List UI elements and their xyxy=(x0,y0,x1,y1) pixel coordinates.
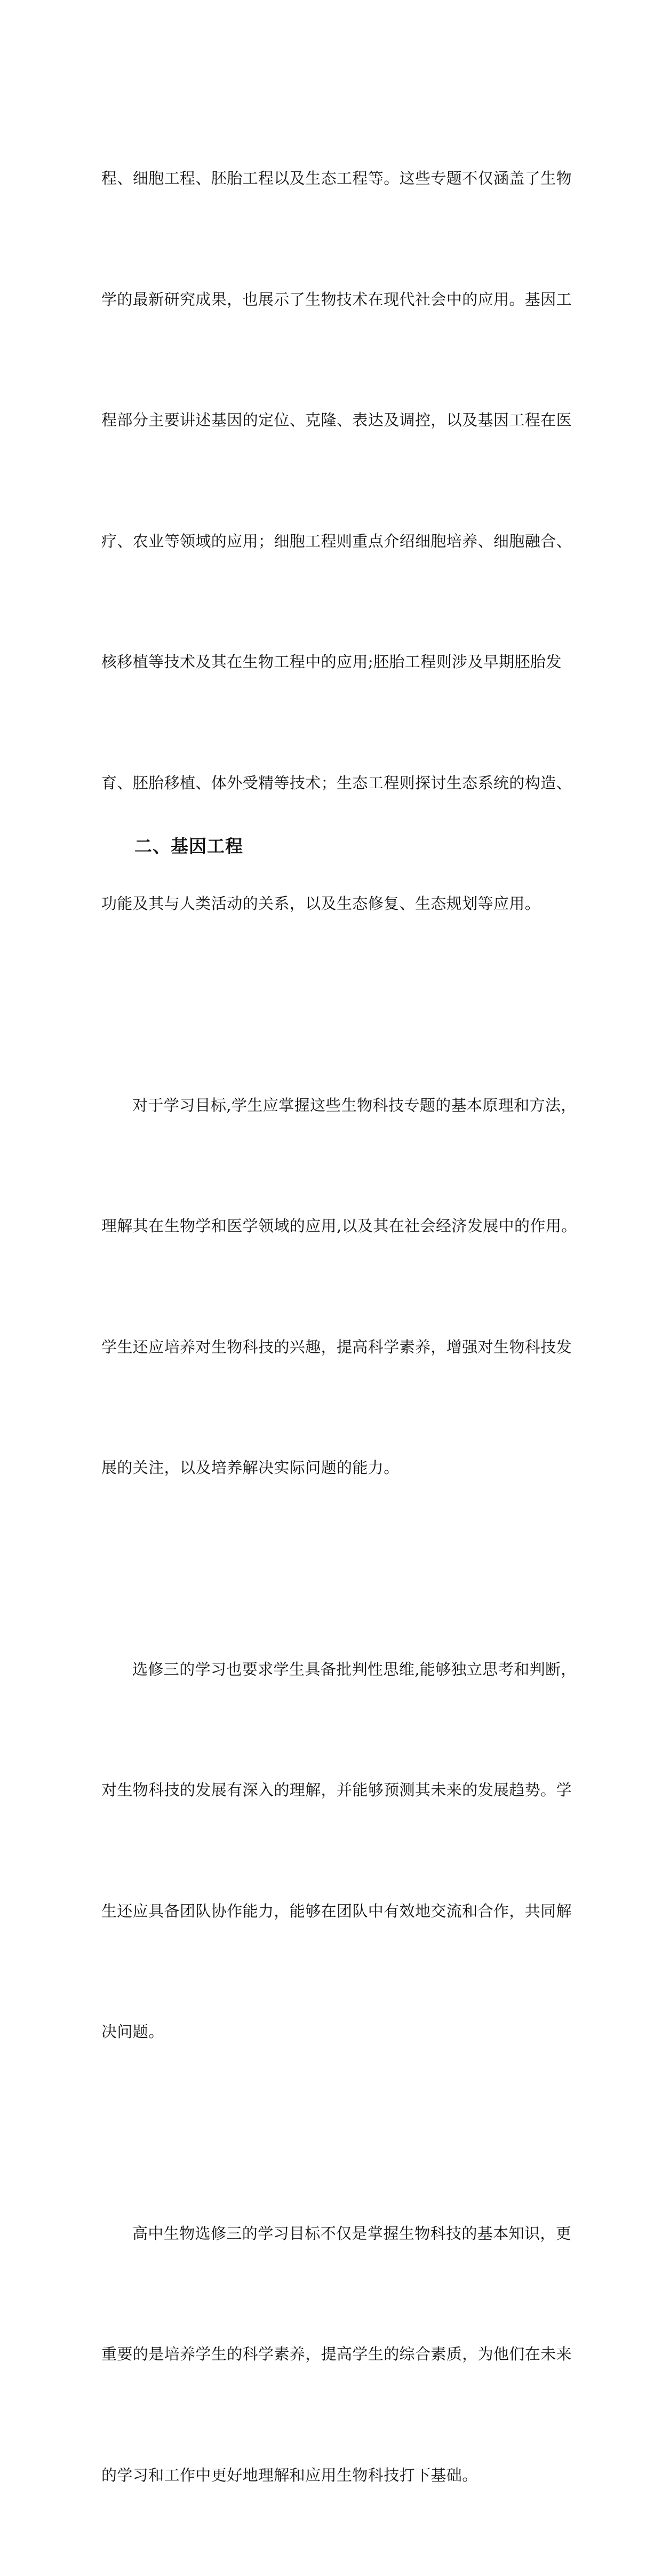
text-line: 重要的是培养学生的科学素养，提高学生的综合素质，为他们在未来 xyxy=(101,2334,571,2375)
paragraph-2 xyxy=(101,1005,571,1569)
text-line: 育、胚胎移植、体外受精等技术；生态工程则探讨生态系统的构造、 xyxy=(101,763,571,804)
text-line: 核移植等技术及其在生物工程中的应用;胚胎工程则涉及早期胚胎发 xyxy=(101,642,571,683)
document-page xyxy=(0,0,662,936)
text-line: 学的最新研究成果，也展示了生物技术在现代社会中的应用。基因工 xyxy=(101,280,571,320)
text-line: 决问题。 xyxy=(101,2012,571,2052)
text-line: 展的关注，以及培养解决实际问题的能力。 xyxy=(101,1448,571,1488)
text-line: 程、细胞工程、胚胎工程以及生态工程等。这些专题不仅涵盖了生物 xyxy=(101,158,571,199)
text-line: 高中生物选修三的学习目标不仅是掌握生物科技的基本知识，更 xyxy=(101,2214,571,2254)
text-line: 的学习和工作中更好地理解和应用生物科技打下基础。 xyxy=(101,2455,571,2496)
text-line: 学生还应培养对生物科技的兴趣，提高科学素养，增强对生物科技发 xyxy=(101,1327,571,1368)
text-line: 对生物科技的发展有深入的理解，并能够预测其未来的发展趋势。学 xyxy=(101,1770,571,1811)
text-line: 疗、农业等领域的应用；细胞工程则重点介绍细胞培养、细胞融合、 xyxy=(101,521,571,562)
paragraph-4 xyxy=(101,2133,571,2576)
paragraph-3 xyxy=(101,1569,571,2133)
text-line: 功能及其与人类活动的关系，以及生态修复、生态规划等应用。 xyxy=(101,884,571,924)
body-text xyxy=(101,78,571,2576)
text-line: 程部分主要讲述基因的定位、克隆、表达及调控，以及基因工程在医 xyxy=(101,400,571,441)
section-heading: 二、基因工程 xyxy=(134,833,243,858)
text-line: 生还应具备团队协作能力，能够在团队中有效地交流和合作，共同解 xyxy=(101,1891,571,1932)
text-line: 对于学习目标,学生应掌握这些生物科技专题的基本原理和方法， xyxy=(101,1085,571,1126)
text-line: 理解其在生物学和医学领域的应用,以及其在社会经济发展中的作用。 xyxy=(101,1206,571,1247)
text-line: 选修三的学习也要求学生具备批判性思维,能够独立思考和判断， xyxy=(101,1650,571,1690)
paragraph-1 xyxy=(101,78,571,1005)
